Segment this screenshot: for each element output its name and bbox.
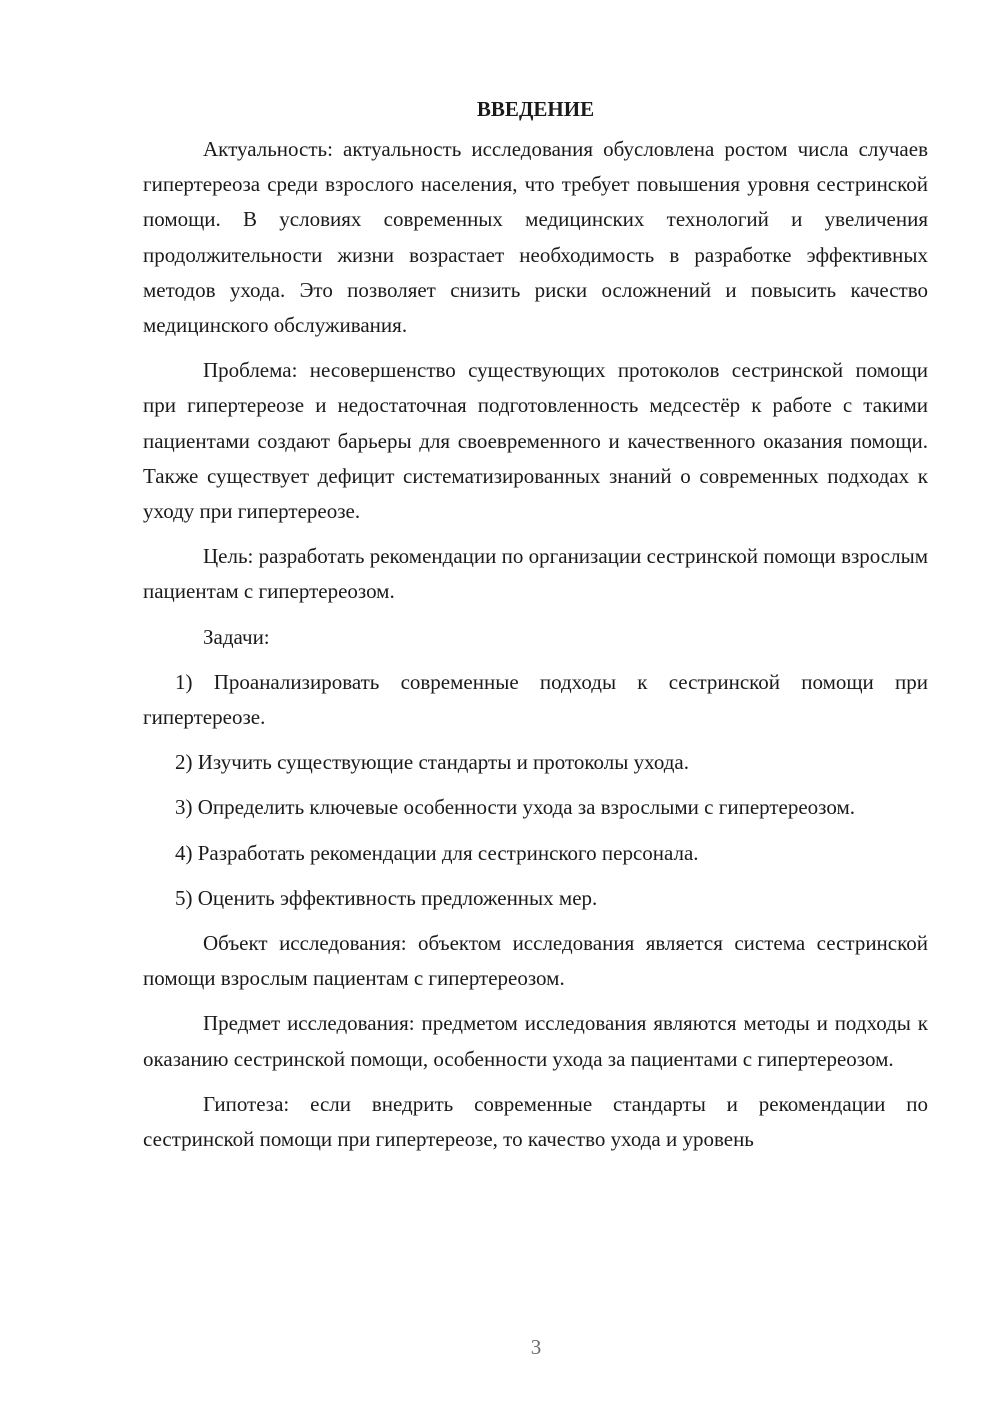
paragraph-subject: Предмет исследования: предметом исследования являются методы и подходы к оказанию сестринской помощи, особенности ухода за пациентами с гипертереозом. [143, 1011, 928, 1071]
tasks-list [143, 665, 928, 916]
list-item: 2) Изучить существующие стандарты и протоколы ухода. [175, 750, 689, 775]
paragraph-object: Объект исследования: объектом исследования является система сестринской помощи взрослым пациентам с гипертереозом. [143, 931, 928, 991]
page-number: 3 [530, 1335, 542, 1359]
list-item: 3) Определить ключевые особенности ухода за взрослыми с гипертереозом. [175, 795, 855, 820]
list-item: 5) Оценить эффективность предложенных мер. [175, 885, 598, 910]
paragraph-relevance: Актуальность: актуальность исследования обусловлена ростом числа случаев гипертереоза среди взрослого населения, что требует повышения уровня сестринской помощи. В условиях современных медицинских технологий и увеличения продолжительности жизни возрастает необходимость в разработке эффективных методов ухода. Это позволяет снизить риски осложнений и повысить качество медицинского обслуживания. [143, 137, 928, 338]
list-item: 1) Проанализировать современные подходы к сестринской помощи при гипертереозе. [143, 669, 928, 730]
paragraph-problem: Проблема: несовершенство существующих протоколов сестринской помощи при гипертереозе и недостаточная подготовленность медсестёр к работе с такими пациентами создают барьеры для своевременного и качественного оказания помощи. Также существует дефицит систематизированных знаний о современных подходах к уходу при гипертереозе. [143, 358, 928, 524]
list-item: 4) Разработать рекомендации для сестринского персонала. [175, 840, 699, 865]
page-title: ВВЕДЕНИЕ [476, 97, 595, 121]
paragraph-hypothesis: Гипотеза: если внедрить современные стандарты и рекомендации по сестринской помощи при гипертереозе, то качество ухода и уровень [143, 1091, 928, 1152]
document-page [143, 92, 928, 1157]
paragraph-goal: Цель: разработать рекомендации по организации сестринской помощи взрослым пациентам с гипертереозом. [143, 544, 928, 604]
tasks-heading: Задачи: [203, 624, 270, 649]
